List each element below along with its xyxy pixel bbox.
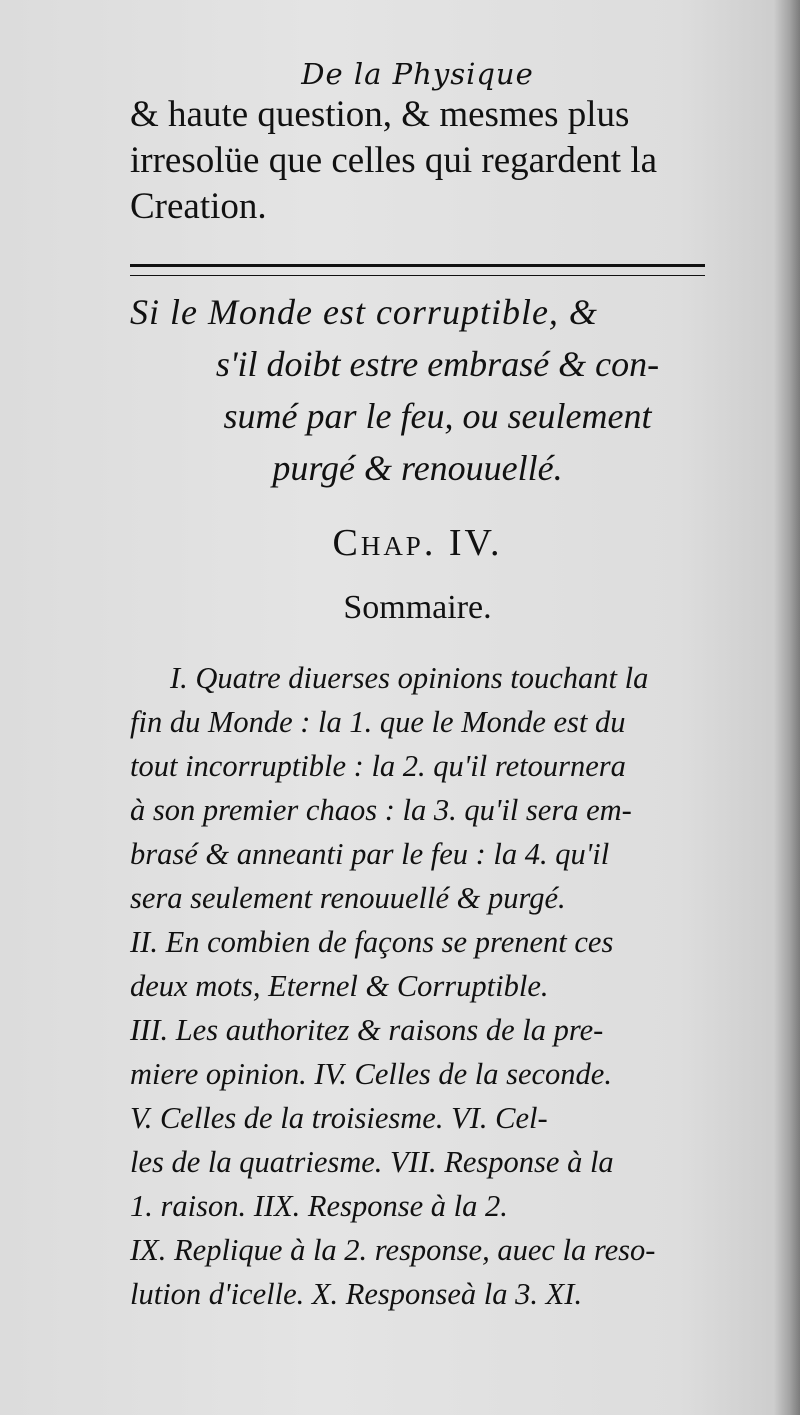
continuation-paragraph [130,92,705,230]
summary-line: à son premier chaos : la 3. qu'il sera em- [130,793,632,827]
summary-line: miere opinion. IV. Celles de la seconde. [130,1057,612,1091]
summary-line: les de la quatriesme. VII. Response à la [130,1145,614,1179]
summary-line: sera seulement renouuellé & purgé. [130,881,566,915]
continuation-line: Creation. [130,186,267,227]
summary-line: lution d'icelle. X. Responseà la 3. XI. [130,1277,583,1311]
continuation-line: irresolüe que celles qui regardent la [130,140,658,181]
summary-line: V. Celles de la troisiesme. VI. Cel- [130,1101,548,1135]
summary-line: tout incorruptible : la 2. qu'il retournera [130,749,626,783]
chapter-number-text: Chap. IV. [332,522,503,564]
chapter-title-line: sumé par le feu, ou seulement [223,396,652,436]
chapter-title-line: s'il doibt estre embrasé & con- [215,344,660,384]
summary-line: IX. Replique à la 2. response, auec la reso- [130,1233,656,1267]
page-gutter-shadow [774,0,800,1415]
running-head: De la Physique [301,57,534,91]
summary-line: deux mots, Eternel & Corruptible. [130,969,549,1003]
summary-line: fin du Monde : la 1. que le Monde est du [130,705,626,739]
summary-line: I. Quatre diuerses opinions touchant la [170,661,649,695]
text-block [130,56,705,1316]
chapter-title-line: Si le Monde est corruptible, & [130,292,598,332]
chapter-number [130,520,705,566]
sommaire-heading: Sommaire. [343,589,492,626]
summary-list [130,656,705,1316]
chapter-title [130,286,705,494]
section-rule [130,264,705,276]
summary-line: III. Les authoritez & raisons de la pre- [130,1013,604,1047]
chapter-title-line: purgé & renouuellé. [272,448,563,488]
summary-line: II. En combien de façons se prenent ces [130,925,614,959]
summary-line: 1. raison. IIX. Response à la 2. [130,1189,508,1223]
continuation-line: & haute question, & mesmes plus [130,94,630,135]
summary-line: brasé & anneanti par le feu : la 4. qu'il [130,837,610,871]
